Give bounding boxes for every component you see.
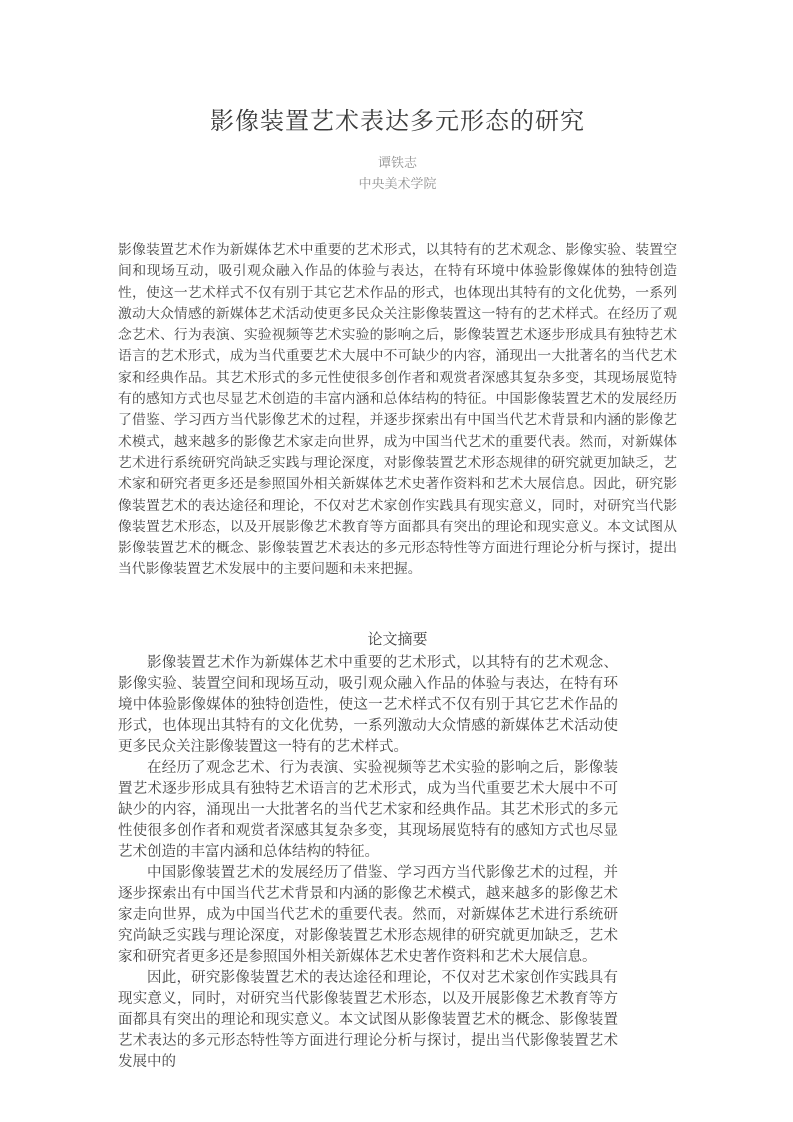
author-affiliation: 中央美术学院	[358, 176, 437, 191]
paper-title: 影像装置艺术表达多元形态的研究	[210, 109, 585, 135]
abstract-paragraph-2: 在经历了观念艺术、行为表演、实验视频等艺术实验的影响之后，影像装置艺术逐步形成具有独特艺术语言的艺术形式，成为当代重要艺术大展中不可缺少的内容，涌现出一大批著名的当代艺术家和经典作品。其艺术形式的多元性使很多创作者和观赏者深感其复杂多变，其现场展览特有的感知方式也尽显艺术创造的丰富内涵和总体结构的特征。	[118, 759, 618, 860]
abstract-heading: 论文摘要	[367, 631, 428, 648]
document-content	[118, 0, 677, 1073]
abstract-paragraph-3: 中国影像装置艺术的发展经历了借鉴、学习西方当代影像艺术的过程，并逐步探索出有中国当代艺术背景和内涵的影像艺术模式，越来越多的影像艺术家走向世界，成为中国当代艺术的重要代表。然而，对新媒体艺术进行系统研究尚缺乏实践与理论深度，对影像装置艺术形态规律的研究就更加缺乏，艺术家和研究者更多还是参照国外相关新媒体艺术史著作资料和艺术大展信息。	[118, 864, 618, 965]
author-name: 谭铁志	[377, 155, 417, 170]
abstract-paragraph-4: 因此，研究影像装置艺术的表达途径和理论，不仅对艺术家创作实践具有现实意义，同时，对研究当代影像装置艺术形态，以及开展影像艺术教育等方面都具有突出的理论和现实意义。本文试图从影像装置艺术的概念、影像装置艺术表达的多元形态特性等方面进行理论分析与探讨，提出当代影像装置艺术发展中的	[118, 969, 618, 1070]
intro-paragraph: 影像装置艺术作为新媒体艺术中重要的艺术形式，以其特有的艺术观念、影像实验、装置空间和现场互动，吸引观众融入作品的体验与表达，在特有环境中体验影像媒体的独特创造性，使这一艺术样式不仅有别于其它艺术作品的形式，也体现出其特有的文化优势，一系列激动大众情感的新媒体艺术活动使更多民众关注影像装置这一特有的艺术样式。在经历了观念艺术、行为表演、实验视频等艺术实验的影响之后，影像装置艺术逐步形成具有独特艺术语言的艺术形式，成为当代重要艺术大展中不可缺少的内容，涌现出一大批著名的当代艺术家和经典作品。其艺术形式的多元性使很多创作者和观赏者深感其复杂多变，其现场展览特有的感知方式也尽显艺术创造的丰富内涵和总体结构的特征。中国影像装置艺术的发展经历了借鉴、学习西方当代影像艺术的过程，并逐步探索出有中国当代艺术背景和内涵的影像艺术模式，越来越多的影像艺术家走向世界，成为中国当代艺术的重要代表。然而，对新媒体艺术进行系统研究尚缺乏实践与理论深度，对影像装置艺术形态规律的研究就更加缺乏，艺术家和研究者更多还是参照国外相关新媒体艺术史著作资料和艺术大展信息。因此，研究影像装置艺术的表达途径和理论，不仅对艺术家创作实践具有现实意义，同时，对研究当代影像装置艺术形态，以及开展影像艺术教育等方面都具有突出的理论和现实意义。本文试图从影像装置艺术的概念、影像装置艺术表达的多元形态特性等方面进行理论分析与探讨，提出当代影像装置艺术发展中的主要问题和未来把握。	[118, 242, 677, 577]
abstract-paragraph-1: 影像装置艺术作为新媒体艺术中重要的艺术形式，以其特有的艺术观念、影像实验、装置空间和现场互动，吸引观众融入作品的体验与表达，在特有环境中体验影像媒体的独特创造性，使这一艺术样式不仅有别于其它艺术作品的形式，也体现出其特有的文化优势，一系列激动大众情感的新媒体艺术活动使更多民众关注影像装置这一特有的艺术样式。	[118, 654, 618, 755]
